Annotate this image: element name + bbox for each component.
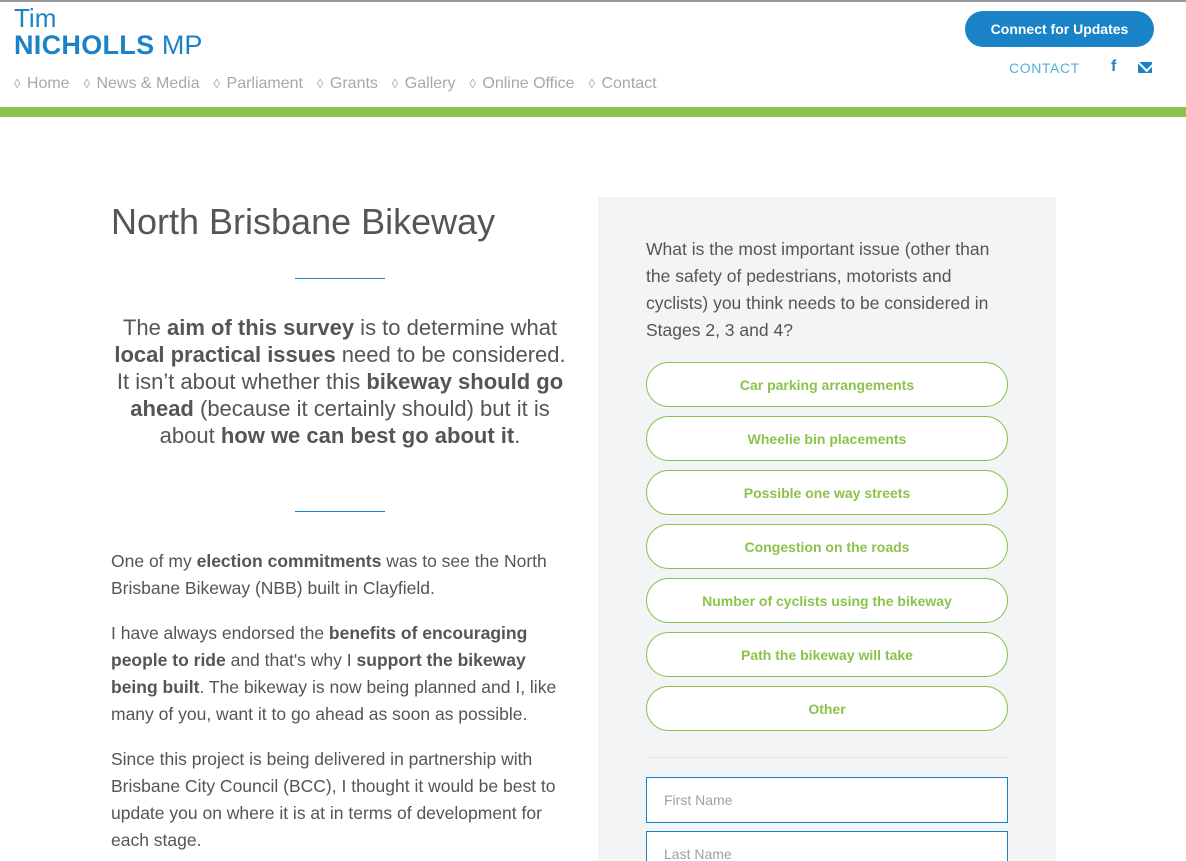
diamond-icon: ◊: [317, 76, 324, 91]
lead-emphasis: aim of this survey: [166, 315, 355, 340]
body-text: One of my: [111, 551, 197, 571]
body-paragraph-1: [111, 548, 571, 602]
lead-emphasis: bikeway should go ahead: [130, 369, 564, 421]
body-text: Since this project is being delivered in partnership with Brisbane City Council (BCC), I thought it would be best to update you on where it is at in terms of development for each stage.: [111, 749, 556, 850]
nav-item-gallery[interactable]: [392, 75, 456, 93]
survey-question: What is the most important issue (other than the safety of pedestrians, motorists and cyclists) you think needs to be considered in Stages 2, 3 and 4?: [646, 239, 990, 340]
diamond-icon: ◊: [83, 76, 91, 91]
body-text: and that's why I: [225, 650, 357, 670]
nav-item-home[interactable]: [14, 75, 70, 93]
body-paragraph-3: [111, 746, 571, 854]
diamond-icon: ◊: [391, 76, 399, 91]
body-emphasis: benefits of encouraging people to ride: [111, 623, 528, 670]
nav-item-grants[interactable]: [317, 75, 378, 93]
first-name-field[interactable]: [646, 777, 1008, 823]
lead-text: .: [514, 423, 521, 448]
lead-divider: [295, 511, 385, 512]
nav-label: Home: [26, 75, 70, 92]
nav-label: News & Media: [96, 75, 200, 92]
option-one-way-streets[interactable]: Possible one way streets: [646, 470, 1008, 515]
main-nav: [14, 75, 657, 93]
title-divider: [295, 278, 385, 279]
logo-last-name: NICHOLLS: [14, 30, 155, 60]
form-divider: [646, 757, 1008, 758]
nav-item-parliament[interactable]: [214, 75, 303, 93]
body-text: I have always endorsed the: [111, 623, 329, 643]
facebook-icon[interactable]: f: [1111, 58, 1117, 75]
lead-text: (because it certainly should) but it is about: [159, 396, 550, 448]
nav-label: Grants: [329, 75, 378, 92]
body-emphasis: election commitments: [196, 551, 382, 571]
diamond-icon: ◊: [469, 76, 476, 91]
option-other[interactable]: Other: [646, 686, 1008, 731]
survey-options: [646, 362, 1008, 740]
lead-text: is to determine what: [354, 315, 558, 340]
nav-label: Gallery: [404, 75, 456, 92]
option-number-of-cyclists[interactable]: Number of cyclists using the bikeway: [646, 578, 1008, 623]
nav-label: Parliament: [226, 75, 303, 92]
option-congestion[interactable]: Congestion on the roads: [646, 524, 1008, 569]
connect-for-updates-button[interactable]: Connect for Updates: [965, 11, 1154, 47]
diamond-icon: ◊: [213, 76, 221, 91]
lead-text: The: [122, 315, 167, 340]
diamond-icon: ◊: [588, 76, 596, 91]
diamond-icon: ◊: [14, 76, 21, 91]
nav-item-online-office[interactable]: [469, 75, 574, 93]
page-title: North Brisbane Bikeway: [111, 201, 496, 242]
option-bikeway-path[interactable]: Path the bikeway will take: [646, 632, 1008, 677]
article: [111, 196, 571, 850]
survey-panel: [598, 197, 1056, 861]
lead-paragraph: [111, 314, 569, 449]
lead-text: need to be considered. It isn’t about whether this: [116, 342, 566, 394]
site-logo[interactable]: [14, 5, 202, 59]
lead-emphasis: local practical issues: [114, 342, 336, 367]
header-accent-bar: [0, 107, 1186, 117]
nav-item-contact[interactable]: [589, 75, 657, 93]
contact-link[interactable]: CONTACT: [1009, 60, 1080, 76]
body-paragraph-2: [111, 620, 571, 728]
lead-emphasis: how we can best go about it: [220, 423, 515, 448]
option-wheelie-bin[interactable]: Wheelie bin placements: [646, 416, 1008, 461]
nav-item-news-media[interactable]: [84, 75, 200, 93]
nav-label: Online Office: [482, 75, 575, 92]
body-text: was to see the North Brisbane Bikeway (NBB) built in Clayfield.: [111, 551, 547, 598]
logo-last-name-line: [14, 32, 202, 59]
top-rule: [0, 0, 1186, 2]
nav-label: Contact: [601, 75, 657, 92]
email-icon[interactable]: [1138, 62, 1152, 73]
article-body: [111, 548, 571, 861]
option-car-parking[interactable]: Car parking arrangements: [646, 362, 1008, 407]
logo-first-name: Tim: [14, 3, 57, 33]
logo-suffix: MP: [161, 30, 203, 60]
body-text: . The bikeway is now being planned and I, like many of you, want it to go ahead as soon as possible.: [111, 677, 557, 724]
body-emphasis: support the bikeway being built: [111, 650, 526, 697]
last-name-field[interactable]: [646, 831, 1008, 861]
